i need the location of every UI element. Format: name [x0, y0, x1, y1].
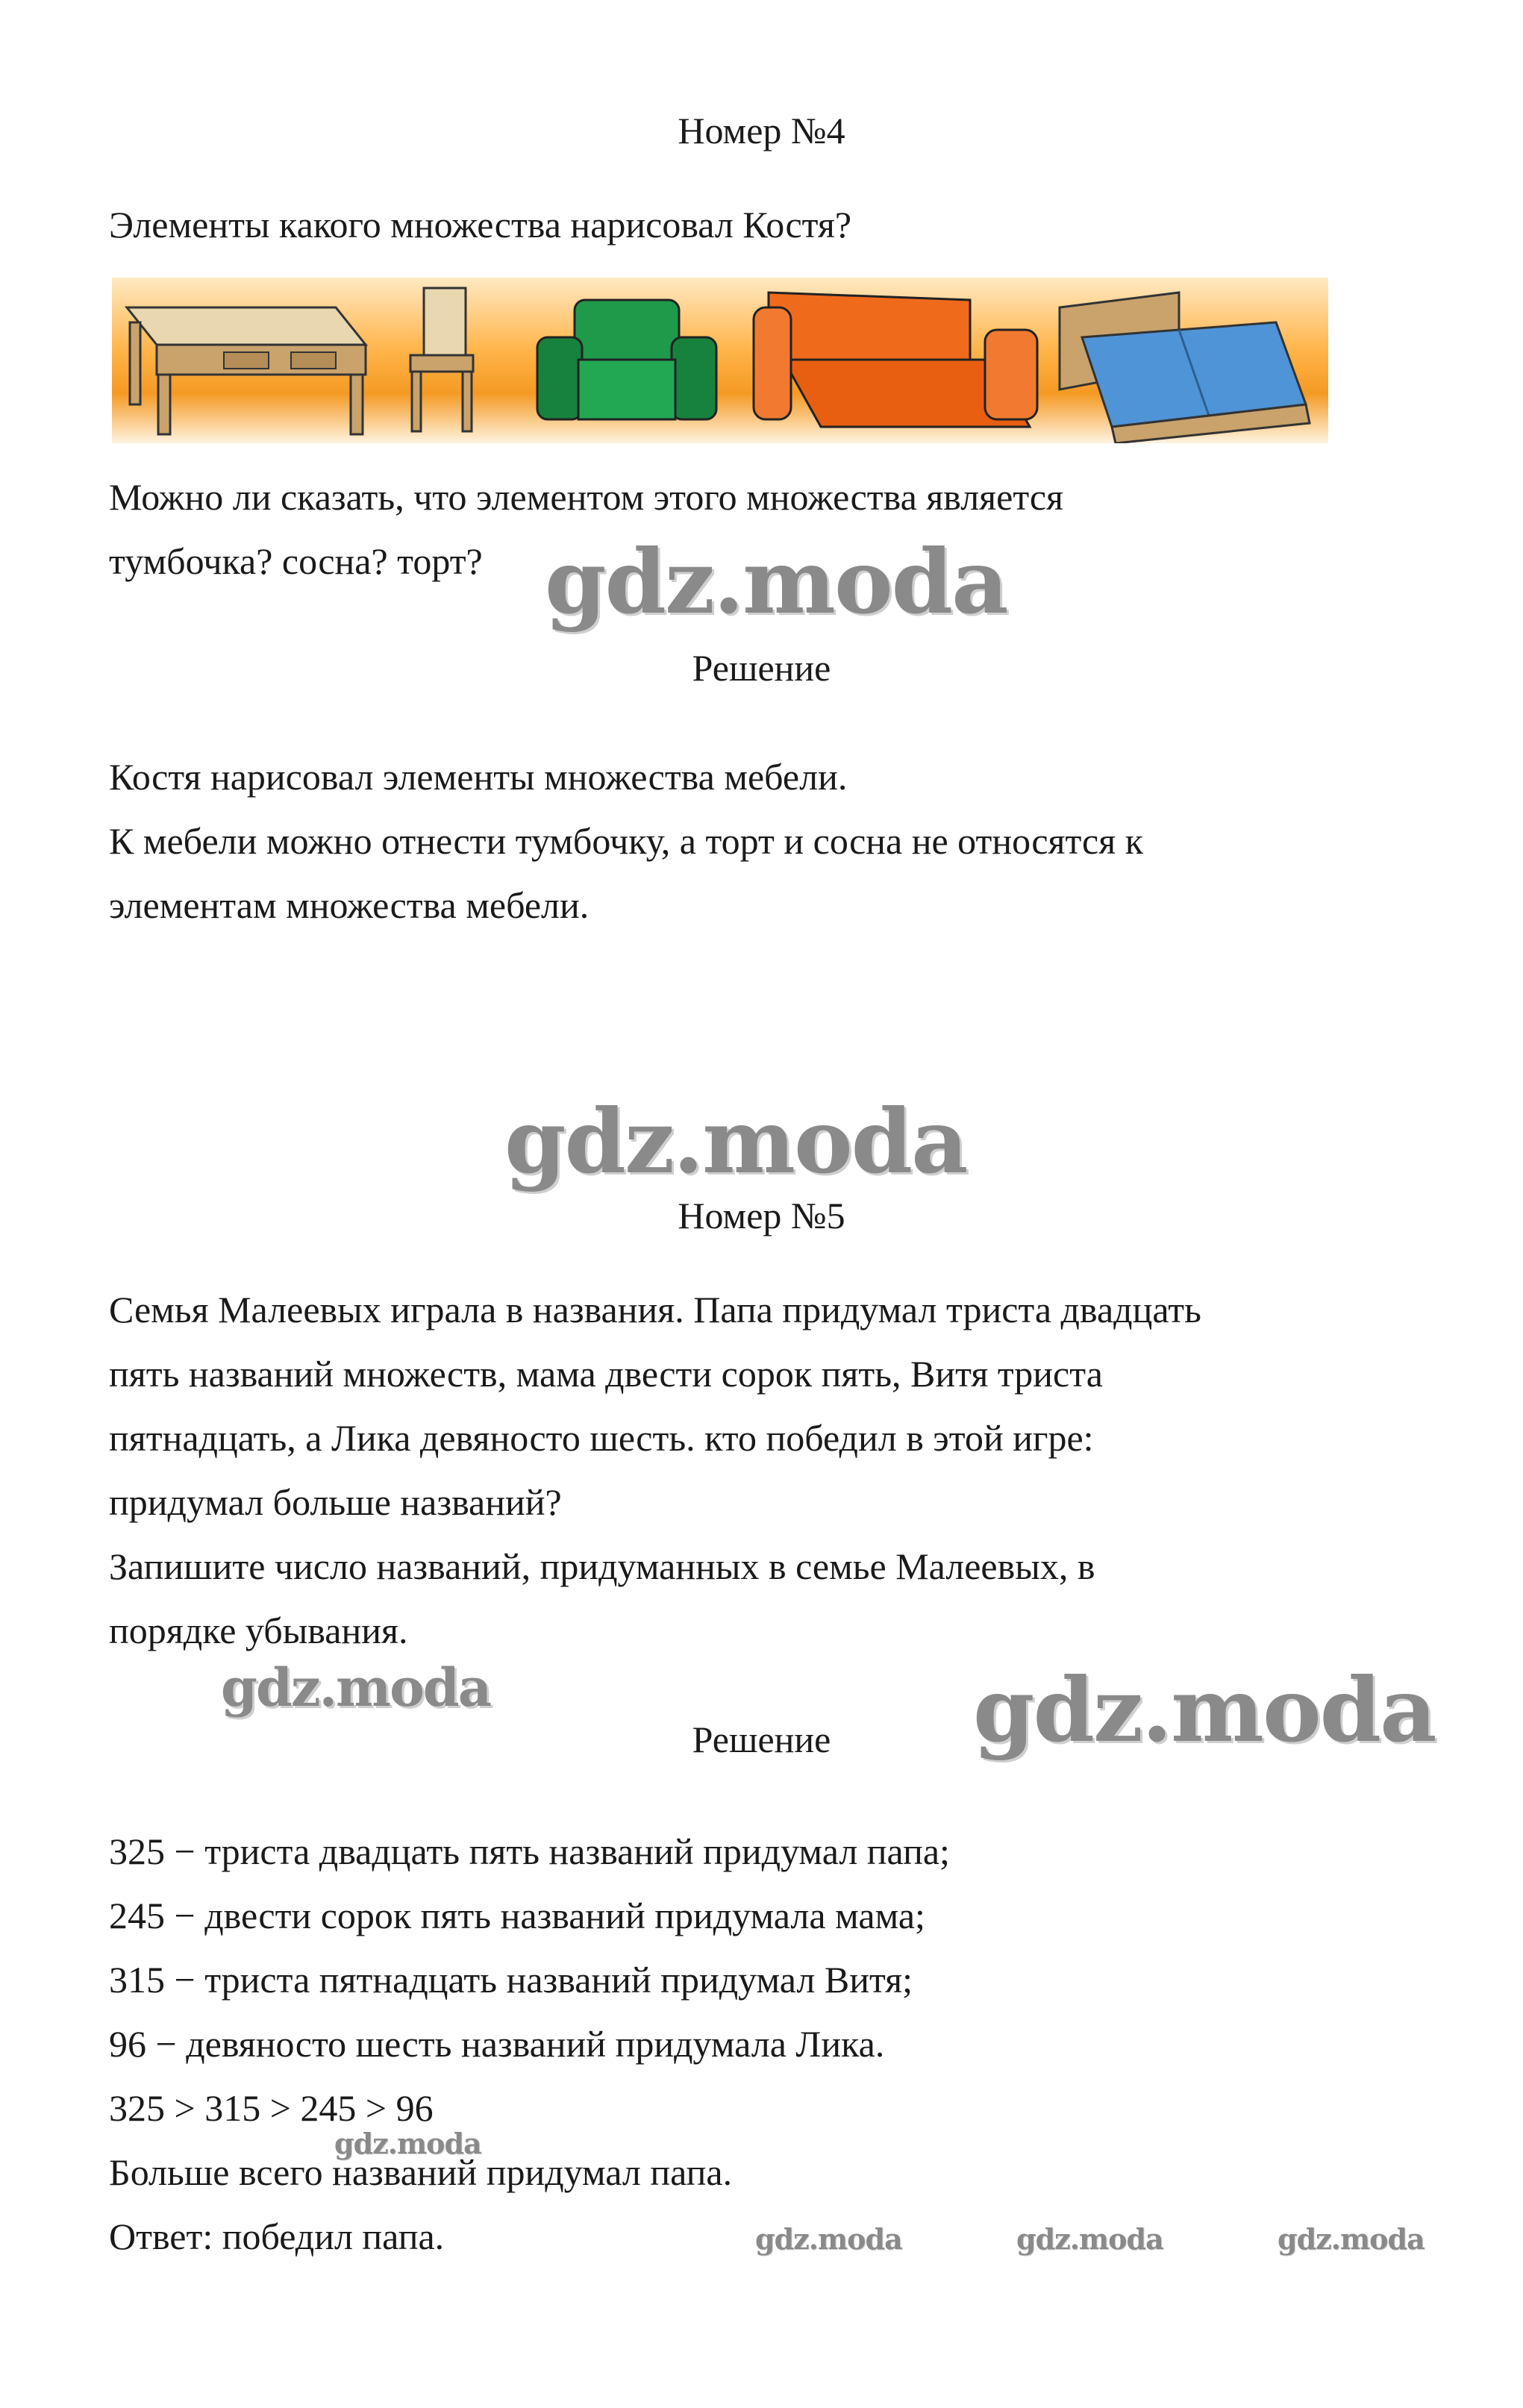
- task5-solution-line: 325 − триста двадцать пять названий придумал папа;: [109, 1830, 950, 1872]
- armchair-icon: [537, 300, 716, 419]
- task5-question-line: порядке убывания.: [109, 1610, 408, 1651]
- watermark: gdz.moda: [755, 2222, 902, 2256]
- task5-solution-line: 96 − девяносто шесть названий придумала Лика.: [109, 2023, 885, 2065]
- watermark: gdz.moda: [334, 2127, 481, 2160]
- watermark: gdz.moda: [973, 1658, 1436, 1762]
- task5-question-line: Семья Малеевых играла в названия. Папа придумал триста двадцать: [109, 1289, 1201, 1330]
- task5-title: Номер №5: [678, 1195, 845, 1236]
- task4-question-line1: Элементы какого множества нарисовал Костя?: [109, 204, 852, 246]
- bed-icon: [1060, 293, 1310, 443]
- task5-question-line: пять названий множеств, мама двести сорок пять, Витя триста: [109, 1353, 1103, 1395]
- chair-icon: [410, 288, 473, 431]
- task5-solution-line: 245 − двести сорок пять названий придумала мама;: [109, 1895, 925, 1936]
- task5-solution-line: Больше всего названий придумал папа.: [109, 2151, 733, 2193]
- watermark: gdz.moda: [1277, 2222, 1425, 2256]
- task5-solution-heading: Решение: [692, 1719, 831, 1760]
- furniture-illustration: [112, 278, 1328, 443]
- task4-question-line2: Можно ли сказать, что элементом этого множества является: [109, 476, 1064, 518]
- watermark: gdz.moda: [221, 1657, 491, 1719]
- watermark: gdz.moda: [504, 1089, 967, 1193]
- watermark: gdz.moda: [1016, 2222, 1163, 2256]
- task5-final-answer: Ответ: победил папа.: [109, 2215, 445, 2257]
- task5-question-line: Запишите число названий, придуманных в семье Малеевых, в: [109, 1545, 1095, 1587]
- task4-solution-heading: Решение: [692, 647, 831, 689]
- sofa-icon: [754, 293, 1037, 427]
- task5-question-line: пятнадцать, а Лика девяносто шесть. кто победил в этой игре:: [109, 1417, 1094, 1459]
- task4-title: Номер №4: [678, 110, 845, 151]
- task5-solution-line: 325 > 315 > 245 > 96: [109, 2087, 434, 2129]
- task4-answer-line: Костя нарисовал элементы множества мебели.: [109, 756, 848, 798]
- task5-question-line: придумал больше названий?: [109, 1481, 562, 1523]
- task4-answer-line: К мебели можно отнести тумбочку, а торт и сосна не относятся к: [109, 820, 1143, 862]
- task5-solution-line: 315 − триста пятнадцать названий придумал Витя;: [109, 1959, 913, 2001]
- desk-icon: [127, 307, 366, 434]
- task4-answer-line: элементам множества мебели.: [109, 884, 590, 926]
- task4-question-line3: тумбочка? сосна? торт?: [109, 540, 483, 582]
- watermark: gdz.moda: [545, 530, 1007, 634]
